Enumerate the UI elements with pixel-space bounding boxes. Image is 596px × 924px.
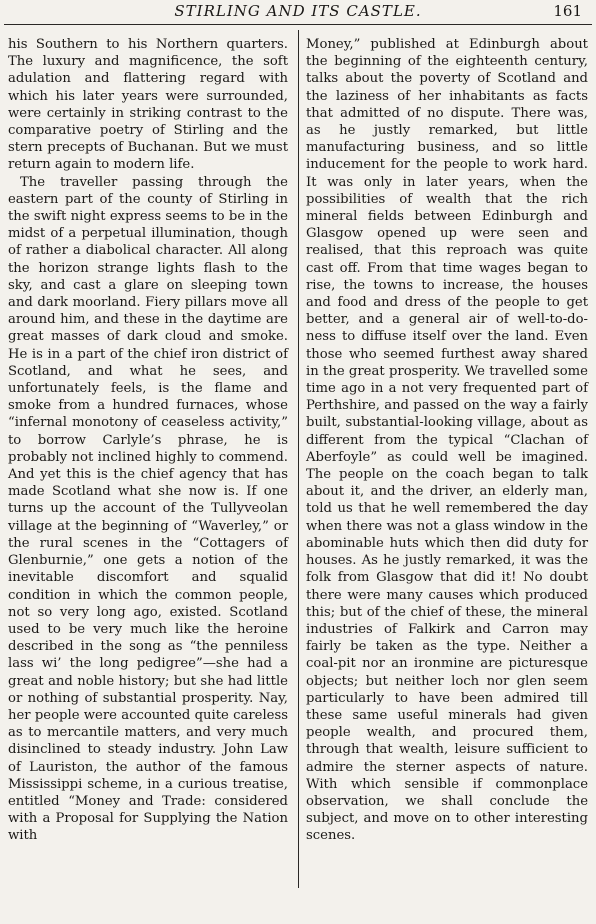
right-paragraph-1: Money,” published at Edinburgh about the beginning of the eighteenth century, talks about the poverty of Scotland and the laziness of her inhabitants as facts that admitted of no dispute. There was, as he justly remarked, but little manufacturing business, and so little inducement for the people to work hard. It was only in later years, when the possibilities of wealth that the rich mineral fields between Edinburgh and Glasgow opened up were seen and realised, that this reproach was quite cast off. From that time wages began to rise, the towns to increase, the houses and food and dress of the people to get better, and a general air of well-to-do-ness to diffuse itself over the land. Even those who seemed furthest away shared in the great prosperity. We travelled some time ago in a not very frequented part of Perthshire, and passed on the way a fairly built, substantial-looking village, about as different from the typical “Clachan of Aberfoyle” as could well be imagined. The people on the coach began to talk about it, and the driver, an elderly man, told us that he well remembered the day when there was not a glass window in the abominable huts which then did duty for houses. As he justly remarked, it was the folk from Glasgow that did it! No doubt there were many causes which produced this; but of the chief of these, the mineral industries of Falkirk and Carron may fairly be taken as the type. Neither a coal-pit nor an ironmine are picturesque objects; but neither loch nor glen seem particularly to have been admired till these same useful minerals had given people wealth, and procured them, through that wealth, leisure sufficient to admire the sterner aspects of nature. With which sensible if commonplace observation, we shall conclude the subject, and move on to other interesting scenes. (306, 37, 588, 844)
header-rule (4, 24, 592, 25)
right-column (306, 36, 588, 845)
page-number: 161 (553, 2, 582, 20)
left-paragraph-1: his Southern to his Northern quarters. The luxury and magnificence, the soft adulation and flattering regard with which his later years were surrounded, were certainly in striking contrast to the comparative poetry of Stirling and the stern precepts of Buchanan. But we must return again to modern life. (8, 37, 288, 173)
left-paragraph-2: The traveller passing through the eastern part of the county of Stirling in the swift night express seems to be in the midst of a perpetual illumination, though of rather a diabolical character. All along the horizon strange lights flash to the sky, and cast a glare on sleeping town and dark moorland. Fiery pillars move all around him, and these in the daytime are great masses of dark cloud and smoke. He is in a part of the chief iron district of Scotland, and what he sees, and unfortunately feels, is the flame and smoke from a hundred furnaces, whose “infernal monotony of ceaseless activity,” to borrow Carlyle’s phrase, he is probably not inclined highly to commend. And yet this is the chief agency that has made Scotland what she now is. If one turns up the account of the Tullyveolan village at the beginning of “Waverley,” or the rural scenes in the “Cottagers of Glenburnie,” one gets a notion of the inevitable discomfort and squalid condition in which the common people, not so very long ago, existed. Scotland used to be very much like the heroine described in the song as “the penniless lass wi’ the long pedigree”—she had a great and noble history; but she had little or nothing of substantial prosperity. Nay, her people were accounted quite careless as to mercantile matters, and very much disinclined to steady industry. John Law of Lauriston, the author of the famous Mississippi scheme, in a curious treatise, entitled “Money and Trade: considered with a Proposal for Supplying the Nation with (8, 174, 288, 844)
column-divider (298, 30, 299, 888)
running-header (0, 0, 596, 26)
running-title: STIRLING AND ITS CASTLE. (174, 2, 422, 20)
left-column (8, 36, 288, 845)
